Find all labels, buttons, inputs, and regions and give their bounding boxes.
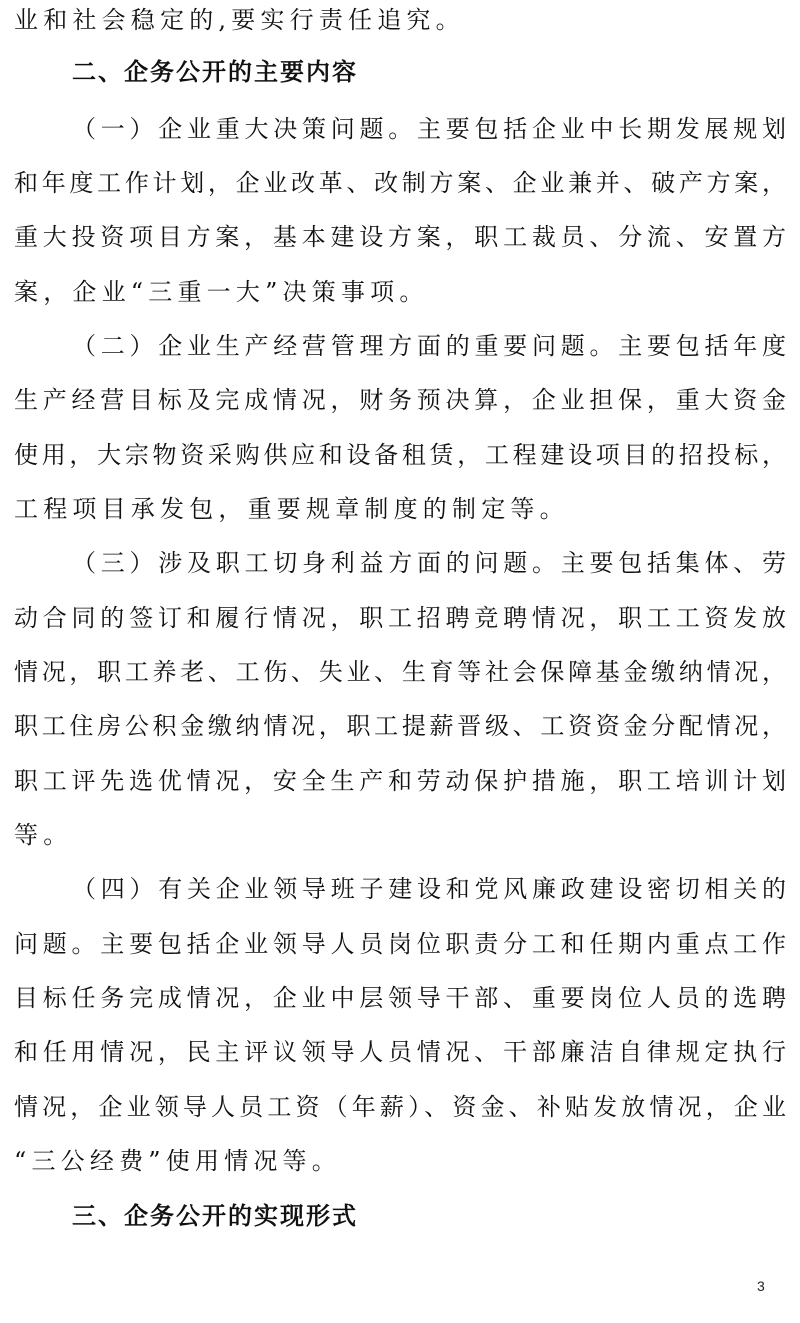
paragraph-line: 和任用情况，民主评议领导人员情况、干部廉洁自律规定执行 bbox=[14, 1038, 786, 1066]
paragraph-line: 目标任务完成情况，企业中层领导干部、重要岗位人员的选聘 bbox=[14, 984, 786, 1012]
paragraph-line: 业和社会稳定的,要实行责任追究。 bbox=[14, 6, 465, 34]
paragraph-line: （四）有关企业领导班子建设和党风廉政建设密切相关的 bbox=[72, 875, 786, 903]
paragraph-line: 和年度工作计划，企业改革、改制方案、企业兼并、破产方案， bbox=[14, 169, 786, 197]
paragraph-line: 工程项目承发包，重要规章制度的制定等。 bbox=[14, 495, 569, 523]
paragraph-line: 生产经营目标及完成情况，财务预决算，企业担保，重大资金 bbox=[14, 386, 786, 414]
page-number: 3 bbox=[757, 1278, 765, 1294]
paragraph-line: 情况，企业领导人员工资（年薪）、资金、补贴发放情况，企业 bbox=[14, 1093, 786, 1121]
paragraph-line: 职工评先选优情况，安全生产和劳动保护措施，职工培训计划 bbox=[14, 767, 786, 795]
paragraph-line: 职工住房公积金缴纳情况，职工提薪晋级、工资资金分配情况， bbox=[14, 712, 786, 740]
paragraph-line: （二）企业生产经营管理方面的重要问题。主要包括年度 bbox=[72, 332, 786, 360]
section-heading-2: 二、企务公开的主要内容 bbox=[72, 58, 358, 86]
paragraph-line: （一）企业重大决策问题。主要包括企业中长期发展规划 bbox=[72, 115, 786, 143]
paragraph-line: （三）涉及职工切身利益方面的问题。主要包括集体、劳 bbox=[72, 549, 786, 577]
paragraph-line: 情况，职工养老、工伤、失业、生育等社会保障基金缴纳情况， bbox=[14, 658, 786, 686]
paragraph-line: 重大投资项目方案，基本建设方案，职工裁员、分流、安置方 bbox=[14, 223, 786, 251]
paragraph-line: 问题。主要包括企业领导人员岗位职责分工和任期内重点工作 bbox=[14, 930, 786, 958]
paragraph-line: “三公经费”使用情况等。 bbox=[14, 1147, 341, 1175]
paragraph-line: 案，企业“三重一大”决策事项。 bbox=[14, 278, 429, 306]
paragraph-line: 等。 bbox=[14, 821, 73, 849]
section-heading-3: 三、企务公开的实现形式 bbox=[72, 1202, 358, 1230]
paragraph-line: 动合同的签订和履行情况，职工招聘竞聘情况，职工工资发放 bbox=[14, 604, 786, 632]
paragraph-line: 使用，大宗物资采购供应和设备租赁，工程建设项目的招投标， bbox=[14, 441, 786, 469]
